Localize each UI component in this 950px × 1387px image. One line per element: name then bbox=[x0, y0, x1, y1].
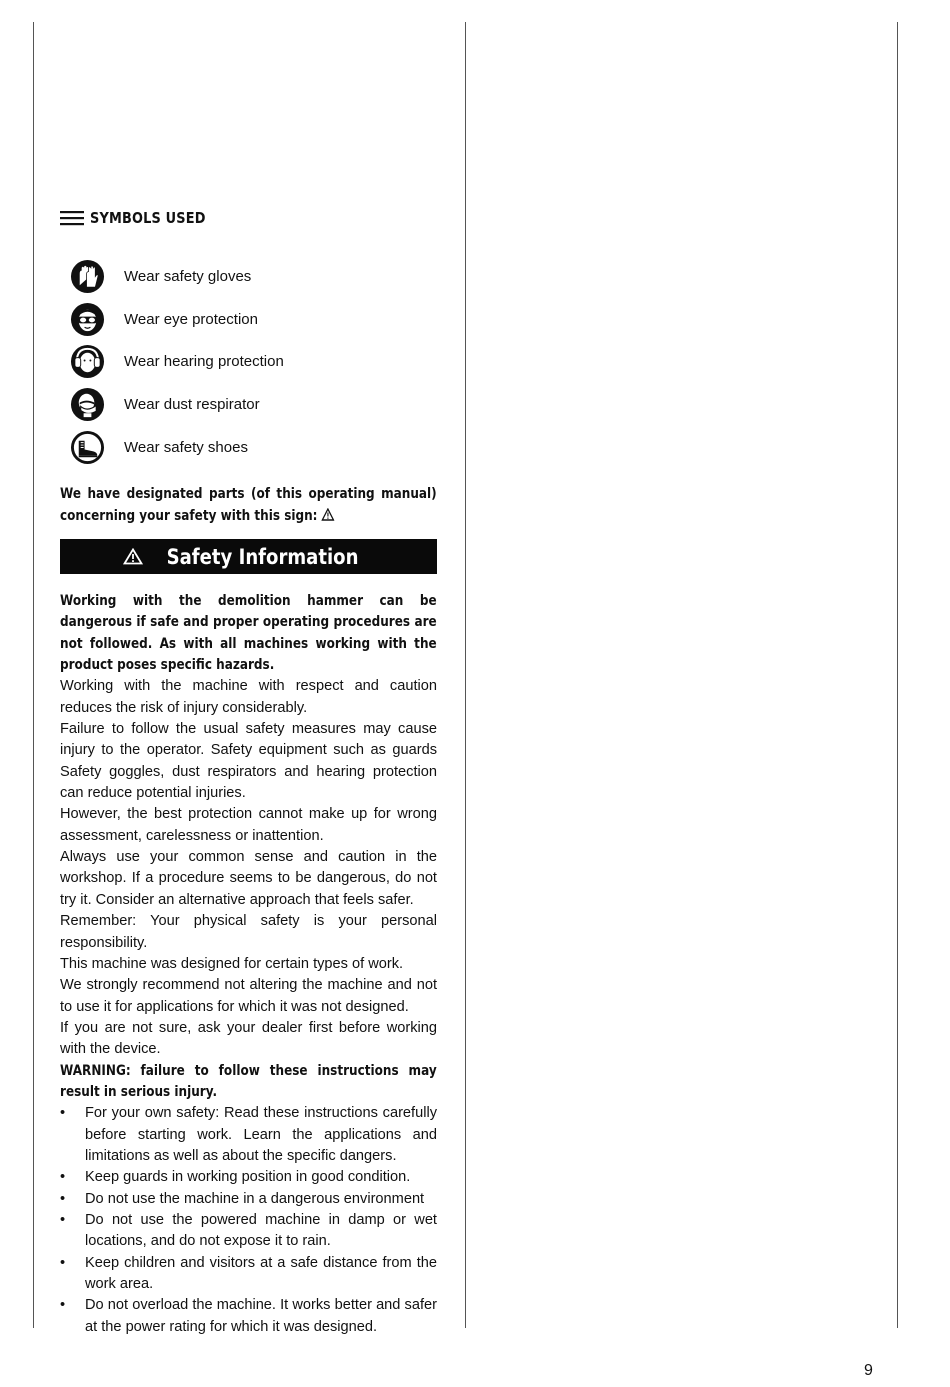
intro-bold-paragraph: Working with the demolition hammer can be dangerous if safe and proper operating procedures are not followed. As with all machines working with the product poses specific hazards. bbox=[60, 593, 437, 674]
list-item-text: Do not overload the machine. It works better and safer at the power rating for which it was designed. bbox=[85, 1297, 437, 1335]
symbol-row-hearing bbox=[70, 343, 410, 379]
safety-shoes-icon bbox=[70, 430, 105, 465]
designated-note bbox=[60, 484, 437, 527]
list-item bbox=[60, 1295, 437, 1338]
section-heading bbox=[60, 207, 224, 229]
list-item-text: Keep children and visitors at a safe distance from the work area. bbox=[85, 1254, 437, 1292]
symbol-label: Wear dust respirator bbox=[124, 395, 260, 413]
page-number: 9 bbox=[864, 1362, 873, 1379]
list-item bbox=[60, 1189, 437, 1210]
symbol-row-eye bbox=[70, 301, 410, 337]
safety-information-banner bbox=[60, 539, 437, 574]
list-item bbox=[60, 1103, 437, 1167]
hearing-protection-icon bbox=[70, 344, 105, 379]
menu-lines-icon bbox=[60, 210, 84, 226]
banner-title: Safety Information bbox=[166, 544, 359, 569]
symbol-row-gloves bbox=[70, 258, 410, 294]
symbol-label: Wear safety shoes bbox=[124, 438, 248, 456]
warning-triangle-icon bbox=[322, 508, 335, 521]
section-title: SYMBOLS USED bbox=[90, 209, 206, 227]
bullet-dot: • bbox=[60, 1297, 66, 1314]
symbol-row-shoes bbox=[70, 429, 410, 465]
bullet-dot: • bbox=[60, 1105, 66, 1122]
warning-paragraph: WARNING: failure to follow these instructions may result in serious injury. bbox=[60, 1062, 437, 1100]
list-item bbox=[60, 1253, 437, 1296]
symbol-label: Wear hearing protection bbox=[124, 352, 284, 370]
list-item bbox=[60, 1210, 437, 1253]
list-item-text: Do not use the machine in a dangerous environment bbox=[85, 1190, 425, 1207]
right-margin-rule bbox=[897, 22, 898, 1328]
paragraph: This machine was designed for certain types of work. bbox=[60, 955, 404, 972]
paragraph: Remember: Your physical safety is your personal responsibility. bbox=[60, 913, 437, 951]
bullet-dot: • bbox=[60, 1190, 66, 1207]
list-item-text: Do not use the powered machine in damp or wet locations, and do not expose it to rain. bbox=[85, 1211, 437, 1250]
left-margin-rule bbox=[33, 22, 34, 1328]
symbol-row-respirator bbox=[70, 386, 410, 422]
list-item bbox=[60, 1167, 437, 1188]
paragraph: If you are not sure, ask your dealer first before working with the device. bbox=[60, 1019, 437, 1058]
eye-protection-icon bbox=[70, 302, 105, 337]
list-item-text: For your own safety: Read these instructions carefully before starting work. Learn the applications and limitations as well as about the specific dangers. bbox=[85, 1105, 437, 1164]
paragraph: Failure to follow the usual safety measures may cause injury to the operator. Safety equipment such as guards Safety goggles, dust respirators and hearing protection can reduce potential injuries. bbox=[60, 721, 437, 802]
symbol-label: Wear safety gloves bbox=[124, 267, 252, 285]
warning-triangle-icon bbox=[123, 548, 143, 565]
dust-respirator-icon bbox=[70, 387, 105, 422]
list-item-text: Keep guards in working position in good condition. bbox=[85, 1169, 411, 1186]
bullet-dot: • bbox=[60, 1169, 66, 1186]
bullet-dot: • bbox=[60, 1254, 66, 1271]
paragraph: Always use your common sense and caution in the workshop. If a procedure seems to be dangerous, do not try it. Consider an alternative approach that feels safer. bbox=[60, 849, 437, 908]
bullet-dot: • bbox=[60, 1211, 66, 1228]
paragraph: However, the best protection cannot make up for wrong assessment, carelessness or inattention. bbox=[60, 806, 437, 844]
paragraph: Working with the machine with respect and caution reduces the risk of injury considerably. bbox=[60, 678, 437, 716]
column-divider-rule bbox=[465, 22, 466, 1328]
paragraph: We strongly recommend not altering the machine and not to use it for applications for which it was not designed. bbox=[60, 977, 437, 1015]
safety-bullet-list bbox=[60, 1103, 437, 1338]
symbol-label: Wear eye protection bbox=[124, 310, 258, 328]
safety-gloves-icon bbox=[70, 259, 105, 294]
designated-note-text: We have designated parts (of this operating manual) concerning your safety with this sign: bbox=[60, 486, 437, 524]
safety-body bbox=[60, 591, 437, 1338]
